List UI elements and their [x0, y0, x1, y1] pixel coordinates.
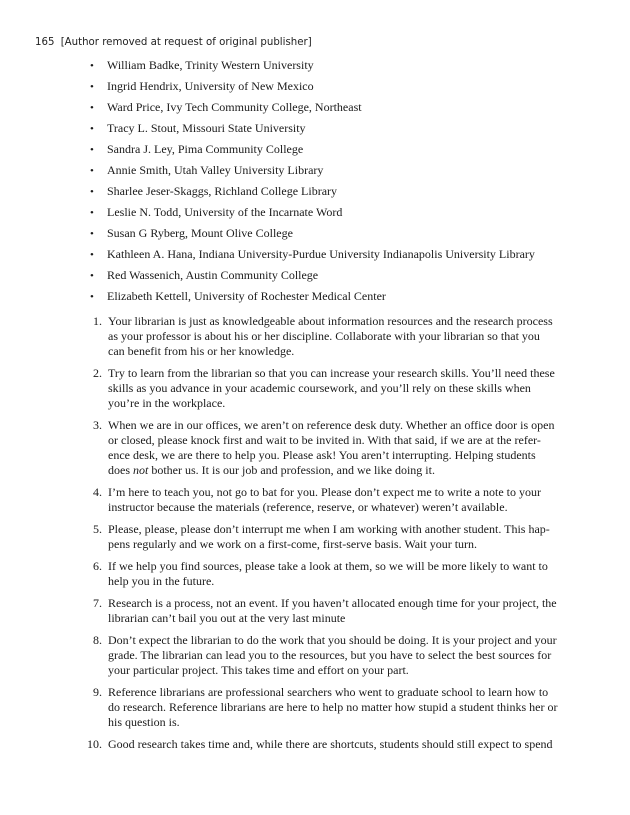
text-line: Try to learn from the librarian so that you can increase your research skills. You’ll need these: [108, 366, 555, 380]
text-line: grade. The librarian can lead you to the resources, but you have to select the best sources for: [108, 648, 552, 662]
text-line: do research. Reference librarians are here to help no matter how stupid a student thinks her or: [108, 700, 558, 714]
running-head-text: [Author removed at request of original publisher]: [60, 37, 312, 48]
item-text: [108, 737, 575, 752]
list-item-text: Red Wassenich, Austin Community College: [107, 268, 319, 282]
text-segment: does: [108, 463, 133, 477]
bullet-mark: •: [90, 102, 94, 114]
list-item: [90, 78, 314, 95]
text-line: your particular project. This takes time and effort on your part.: [108, 663, 409, 677]
text-line: instructor because the materials (reference, reserve, or whatever) weren’t available.: [108, 500, 508, 514]
bullet-mark: •: [90, 186, 94, 198]
item-number: 5.: [93, 522, 102, 536]
item-text: [108, 633, 575, 678]
item-text: [108, 559, 575, 589]
item-text: [108, 418, 575, 478]
item-number: 10.: [87, 737, 102, 751]
numbered-item: [80, 596, 575, 626]
text-line: When we are in our offices, we aren’t on reference desk duty. Whether an office door is open: [108, 418, 555, 432]
item-number: 3.: [93, 418, 102, 432]
numbered-item: [80, 314, 575, 359]
text-line: Your librarian is just as knowledgeable about information resources and the research process: [108, 314, 553, 328]
bullet-mark: •: [90, 249, 94, 261]
item-number: 8.: [93, 633, 102, 647]
item-text: [108, 685, 575, 730]
list-item: [90, 120, 306, 137]
text-line: Please, please, please don’t interrupt me when I am working with another student. This hap-: [108, 522, 550, 536]
text-line: librarian can’t bail you out at the very last minute: [108, 611, 346, 625]
item-text: [108, 366, 575, 411]
text-line: Don’t expect the librarian to do the work that you should be doing. It is your project and your: [108, 633, 557, 647]
numbered-item: [80, 559, 575, 589]
list-item-text: Sharlee Jeser-Skaggs, Richland College Library: [107, 184, 338, 198]
text-line: help you in the future.: [108, 574, 215, 588]
list-item-text: Kathleen A. Hana, Indiana University-Purdue University Indianapolis University Library: [107, 247, 535, 261]
running-head: [35, 37, 312, 48]
list-item: [90, 99, 362, 116]
page-number: 165: [35, 37, 55, 48]
list-item-text: Leslie N. Todd, University of the Incarnate Word: [107, 205, 343, 219]
list-item: [90, 183, 337, 200]
list-item: [90, 162, 323, 179]
item-text: [108, 485, 575, 515]
list-item-text: Sandra J. Ley, Pima Community College: [107, 142, 304, 156]
list-item: [90, 204, 342, 221]
numbered-item: [80, 737, 575, 752]
text-line: [108, 463, 575, 478]
item-number: 4.: [93, 485, 102, 499]
bullet-mark: •: [90, 123, 94, 135]
item-text: [108, 596, 575, 626]
numbered-item: [80, 685, 575, 730]
list-item-text: Ward Price, Ivy Tech Community College, Northeast: [107, 100, 362, 114]
numbered-item: [80, 366, 575, 411]
bullet-mark: •: [90, 291, 94, 303]
numbered-item: [80, 485, 575, 515]
list-item-text: Annie Smith, Utah Valley University Library: [107, 163, 324, 177]
bullet-mark: •: [90, 165, 94, 177]
list-item: [90, 288, 386, 305]
list-item-text: Elizabeth Kettell, University of Rochester Medical Center: [107, 289, 386, 303]
list-item-text: Ingrid Hendrix, University of New Mexico: [107, 79, 314, 93]
list-item-text: Tracy L. Stout, Missouri State University: [107, 121, 306, 135]
list-item: [90, 225, 293, 242]
emphasis-text: not: [133, 463, 149, 477]
item-number: 6.: [93, 559, 102, 573]
text-line: or closed, please knock first and wait to be invited in. With that said, if we are at the refer-: [108, 433, 541, 447]
bullet-mark: •: [90, 81, 94, 93]
text-line: you’re in the workplace.: [108, 396, 226, 410]
item-number: 2.: [93, 366, 102, 380]
bullet-mark: •: [90, 144, 94, 156]
text-line: Research is a process, not an event. If you haven’t allocated enough time for your project, the: [108, 596, 557, 610]
item-text: [108, 314, 575, 359]
item-number: 9.: [93, 685, 102, 699]
numbered-item: [80, 522, 575, 552]
numbered-item: [80, 418, 575, 478]
list-item: [90, 246, 535, 263]
bullet-mark: •: [90, 60, 94, 72]
bullet-mark: •: [90, 270, 94, 282]
text-line: ence desk, we are there to help you. Please ask! You aren’t interrupting. Helping students: [108, 448, 536, 462]
bullet-mark: •: [90, 228, 94, 240]
list-item: [90, 141, 303, 158]
item-text: [108, 522, 575, 552]
text-line: his question is.: [108, 715, 180, 729]
text-line: as your professor is about his or her discipline. Collaborate with your librarian so that you: [108, 329, 540, 343]
text-line: Good research takes time and, while there are shortcuts, students should still expect to spend: [108, 737, 553, 751]
text-line: If we help you find sources, please take a look at them, so we will be more likely to want to: [108, 559, 548, 573]
text-line: skills as you advance in your academic coursework, and you’ll rely on these skills when: [108, 381, 531, 395]
item-number: 7.: [93, 596, 102, 610]
list-item-text: Susan G Ryberg, Mount Olive College: [107, 226, 293, 240]
text-line: can benefit from his or her knowledge.: [108, 344, 295, 358]
text-line: I’m here to teach you, not go to bat for you. Please don’t expect me to write a note to your: [108, 485, 541, 499]
text-segment: bother us. It is our job and profession, and we like doing it.: [148, 463, 435, 477]
list-item: [90, 267, 318, 284]
text-line: pens regularly and we work on a first-come, first-serve basis. Wait your turn.: [108, 537, 478, 551]
text-line: Reference librarians are professional searchers who went to graduate school to learn how to: [108, 685, 549, 699]
list-item: [90, 57, 314, 74]
item-number: 1.: [93, 314, 102, 328]
bullet-mark: •: [90, 207, 94, 219]
numbered-item: [80, 633, 575, 678]
list-item-text: William Badke, Trinity Western University: [107, 58, 314, 72]
